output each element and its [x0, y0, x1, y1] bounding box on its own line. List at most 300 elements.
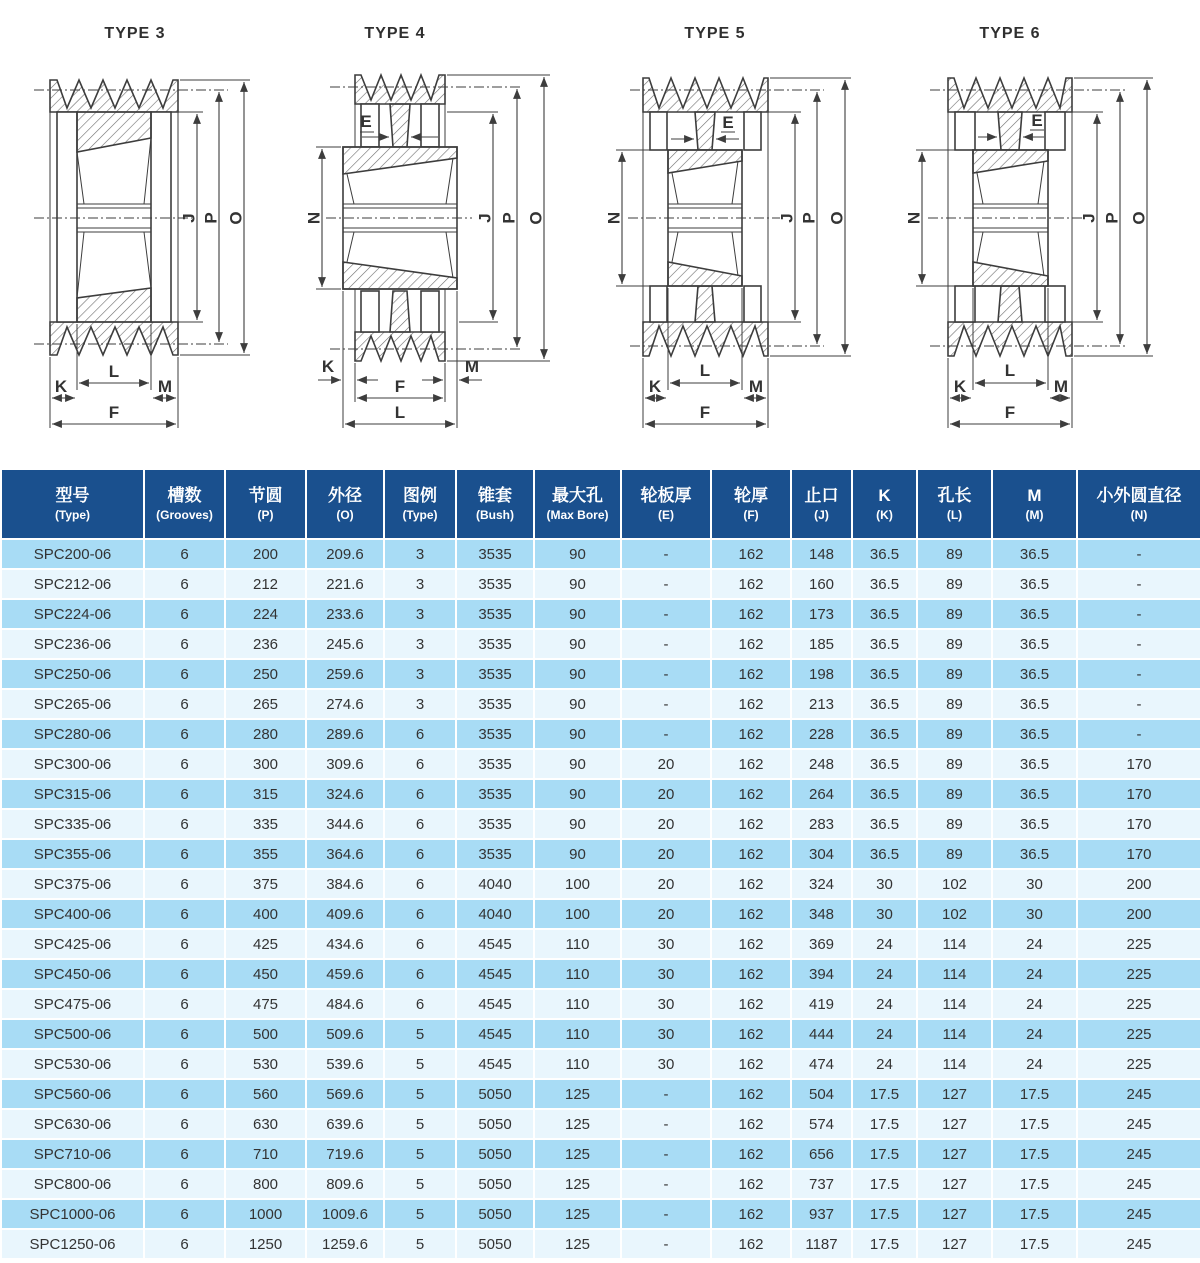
- cell: 224: [225, 599, 306, 629]
- cell: 36.5: [992, 749, 1077, 779]
- cell: 100: [534, 899, 621, 929]
- cell: 200: [1077, 869, 1200, 899]
- cell: 3: [384, 659, 456, 689]
- cell: 24: [992, 959, 1077, 989]
- type-5-title: TYPE 5: [684, 25, 746, 42]
- cell: 170: [1077, 749, 1200, 779]
- cell: 127: [917, 1109, 992, 1139]
- dim-label-k: K: [953, 377, 967, 396]
- cell: 504: [791, 1079, 852, 1109]
- cell: 36.5: [992, 719, 1077, 749]
- cell: 5: [384, 1109, 456, 1139]
- dim-label-o: O: [1129, 211, 1149, 225]
- cell: 162: [711, 1139, 791, 1169]
- cell: SPC375-06: [1, 869, 144, 899]
- cell: 3535: [456, 599, 534, 629]
- cell: 656: [791, 1139, 852, 1169]
- col-header: [456, 469, 534, 539]
- cell: 434.6: [306, 929, 384, 959]
- cell: 5050: [456, 1199, 534, 1229]
- cell: SPC1000-06: [1, 1199, 144, 1229]
- cell: 245: [1077, 1079, 1200, 1109]
- cell: -: [1077, 719, 1200, 749]
- cell: 24: [852, 1049, 917, 1079]
- cell: 110: [534, 1019, 621, 1049]
- dim-label-l: L: [699, 361, 711, 380]
- cell: 236: [225, 629, 306, 659]
- left-arm-lower: [650, 286, 667, 322]
- cell: 245.6: [306, 629, 384, 659]
- cell: 89: [917, 629, 992, 659]
- type-4-drawing: [300, 0, 600, 468]
- table-row: [1, 929, 1200, 959]
- cell: 5: [384, 1199, 456, 1229]
- cell: 4545: [456, 989, 534, 1019]
- cell: 160: [791, 569, 852, 599]
- cell: 90: [534, 809, 621, 839]
- cell: SPC250-06: [1, 659, 144, 689]
- cell: 114: [917, 959, 992, 989]
- drawings-section: [0, 0, 1200, 468]
- cell: 24: [992, 1019, 1077, 1049]
- col-header-zh: M: [1027, 485, 1042, 505]
- col-header: [917, 469, 992, 539]
- cell: SPC355-06: [1, 839, 144, 869]
- cell: -: [621, 1229, 711, 1259]
- col-header-zh: 锥套: [478, 485, 512, 505]
- col-header-en: (Bush): [476, 507, 514, 522]
- col-header-en: (J): [814, 507, 829, 522]
- cell: 4545: [456, 929, 534, 959]
- cell: 36.5: [992, 659, 1077, 689]
- pulley-rim-top: [50, 80, 178, 112]
- cell: 30: [852, 869, 917, 899]
- cell: 500: [225, 1019, 306, 1049]
- cell: 425: [225, 929, 306, 959]
- cell: 245: [1077, 1229, 1200, 1259]
- cell: 6: [384, 989, 456, 1019]
- cell: 250: [225, 659, 306, 689]
- cell: 125: [534, 1169, 621, 1199]
- cell: 475: [225, 989, 306, 1019]
- cell: 6: [144, 899, 225, 929]
- cell: 3535: [456, 809, 534, 839]
- cell: 162: [711, 809, 791, 839]
- cell: SPC450-06: [1, 959, 144, 989]
- pulley-rim-top: [643, 78, 768, 112]
- dim-label-j: J: [179, 213, 199, 223]
- cell: 639.6: [306, 1109, 384, 1139]
- cell: 225: [1077, 959, 1200, 989]
- cell: 539.6: [306, 1049, 384, 1079]
- cell: 102: [917, 899, 992, 929]
- cell: 24: [852, 959, 917, 989]
- col-header-zh: K: [878, 485, 891, 505]
- cell: 89: [917, 569, 992, 599]
- table-row: [1, 899, 1200, 929]
- type-4-title: TYPE 4: [364, 25, 426, 42]
- cell: 5050: [456, 1109, 534, 1139]
- col-header-en: (Type): [54, 507, 91, 522]
- cell: 560: [225, 1079, 306, 1109]
- cell: -: [1077, 689, 1200, 719]
- col-header: [992, 469, 1077, 539]
- cell: 90: [534, 539, 621, 569]
- cell: -: [621, 659, 711, 689]
- type-6-drawing: [900, 0, 1200, 468]
- table-row: [1, 719, 1200, 749]
- lower-web: [77, 288, 151, 322]
- cell: 737: [791, 1169, 852, 1199]
- type-4-svg: [300, 0, 600, 455]
- cell: 4545: [456, 959, 534, 989]
- cell: 1259.6: [306, 1229, 384, 1259]
- cell: 315: [225, 779, 306, 809]
- cell: 162: [711, 599, 791, 629]
- cell: 6: [144, 869, 225, 899]
- dim-label-m: M: [157, 377, 173, 396]
- cell: 110: [534, 959, 621, 989]
- cell: 6: [384, 719, 456, 749]
- witness-lines-left: [916, 150, 971, 286]
- cell: 6: [144, 929, 225, 959]
- cell: 162: [711, 569, 791, 599]
- cell: 369: [791, 929, 852, 959]
- cell: 5: [384, 1229, 456, 1259]
- pulley-rim-top: [948, 78, 1072, 112]
- cell: 162: [711, 749, 791, 779]
- dim-label-p: P: [499, 212, 519, 224]
- cell: 162: [711, 1049, 791, 1079]
- cell: 200: [1077, 899, 1200, 929]
- cell: 162: [711, 719, 791, 749]
- cell: 90: [534, 719, 621, 749]
- cell: 630: [225, 1109, 306, 1139]
- cell: 17.5: [992, 1229, 1077, 1259]
- cell: 6: [144, 839, 225, 869]
- cell: 162: [711, 539, 791, 569]
- dim-label-k: K: [321, 357, 335, 376]
- cell: 280: [225, 719, 306, 749]
- cell: 36.5: [852, 779, 917, 809]
- cell: 17.5: [852, 1079, 917, 1109]
- cell: 24: [992, 989, 1077, 1019]
- cell: 5: [384, 1019, 456, 1049]
- cell: 114: [917, 1049, 992, 1079]
- cell: 170: [1077, 839, 1200, 869]
- dim-label-n: N: [304, 211, 324, 225]
- dim-label-p: P: [799, 212, 819, 224]
- type-3-title: TYPE 3: [104, 25, 166, 42]
- cell: 102: [917, 869, 992, 899]
- cell: 3535: [456, 659, 534, 689]
- table-row: [1, 1079, 1200, 1109]
- cell: 20: [621, 899, 711, 929]
- cell: 36.5: [992, 809, 1077, 839]
- upper-web: [390, 104, 410, 147]
- cell: 36.5: [992, 839, 1077, 869]
- col-header: [384, 469, 456, 539]
- cell: 6: [144, 779, 225, 809]
- cell: 162: [711, 629, 791, 659]
- cell: -: [621, 719, 711, 749]
- dim-label-k: K: [648, 377, 662, 396]
- cell: 1009.6: [306, 1199, 384, 1229]
- table-row: [1, 869, 1200, 899]
- cell: 574: [791, 1109, 852, 1139]
- cell: 90: [534, 749, 621, 779]
- table-row: [1, 1019, 1200, 1049]
- cell: 125: [534, 1199, 621, 1229]
- cell: 509.6: [306, 1019, 384, 1049]
- col-header-en: (E): [658, 507, 674, 522]
- cell: 384.6: [306, 869, 384, 899]
- type-3-drawing: [0, 0, 300, 468]
- cell: 6: [144, 1169, 225, 1199]
- cell: 937: [791, 1199, 852, 1229]
- cell: -: [621, 569, 711, 599]
- cell: 364.6: [306, 839, 384, 869]
- cell: 248: [791, 749, 852, 779]
- cell: 162: [711, 689, 791, 719]
- dim-label-n: N: [604, 211, 624, 225]
- cell: 3535: [456, 779, 534, 809]
- col-header-zh: 止口: [804, 485, 839, 505]
- cell: -: [621, 629, 711, 659]
- type-5-svg: [600, 0, 900, 455]
- cell: SPC530-06: [1, 1049, 144, 1079]
- col-header: [791, 469, 852, 539]
- dim-label-m: M: [748, 377, 764, 396]
- cell: 24: [852, 989, 917, 1019]
- cell: 36.5: [852, 719, 917, 749]
- cell: 173: [791, 599, 852, 629]
- col-header-zh: 孔长: [937, 485, 972, 505]
- dim-label-m: M: [1053, 377, 1069, 396]
- cell: 89: [917, 779, 992, 809]
- cell: 36.5: [992, 689, 1077, 719]
- cell: 264: [791, 779, 852, 809]
- cell: 36.5: [852, 629, 917, 659]
- cell: 3535: [456, 689, 534, 719]
- right-arm: [1045, 112, 1065, 150]
- col-header-zh: 最大孔: [552, 485, 603, 505]
- cell: 162: [711, 929, 791, 959]
- cell: 5: [384, 1139, 456, 1169]
- col-header-en: (Grooves): [156, 507, 213, 522]
- cell: 36.5: [992, 599, 1077, 629]
- cell: 36.5: [852, 809, 917, 839]
- pulley-rim-bottom: [948, 322, 1072, 356]
- cell: 90: [534, 569, 621, 599]
- dim-label-f: F: [1004, 403, 1016, 422]
- cell: 6: [144, 1019, 225, 1049]
- cell: 162: [711, 1199, 791, 1229]
- cell: 4545: [456, 1019, 534, 1049]
- cell: 148: [791, 539, 852, 569]
- cell: 245: [1077, 1139, 1200, 1169]
- cell: 209.6: [306, 539, 384, 569]
- pulley-rim-top: [355, 75, 445, 104]
- cell: 89: [917, 539, 992, 569]
- table-row: [1, 809, 1200, 839]
- cell: 335: [225, 809, 306, 839]
- cell: 1187: [791, 1229, 852, 1259]
- cell: SPC212-06: [1, 569, 144, 599]
- cell: 36.5: [852, 569, 917, 599]
- cell: 6: [144, 1079, 225, 1109]
- cell: -: [621, 539, 711, 569]
- cell: 89: [917, 839, 992, 869]
- cell: 17.5: [852, 1109, 917, 1139]
- cell: 17.5: [852, 1139, 917, 1169]
- cell: 289.6: [306, 719, 384, 749]
- cell: 20: [621, 809, 711, 839]
- cell: 225: [1077, 929, 1200, 959]
- cell: 6: [144, 989, 225, 1019]
- cell: 170: [1077, 779, 1200, 809]
- cell: SPC1250-06: [1, 1229, 144, 1259]
- cell: 300: [225, 749, 306, 779]
- cell: 162: [711, 1109, 791, 1139]
- type-5-drawing: [600, 0, 900, 468]
- cell: 228: [791, 719, 852, 749]
- right-arm-lower: [421, 291, 439, 332]
- cell: 36.5: [992, 779, 1077, 809]
- cell: 114: [917, 929, 992, 959]
- cell: 36.5: [992, 539, 1077, 569]
- cell: 6: [144, 1229, 225, 1259]
- left-arm: [650, 112, 667, 150]
- cell: 5050: [456, 1229, 534, 1259]
- col-header: [711, 469, 791, 539]
- cell: 127: [917, 1079, 992, 1109]
- col-header: [621, 469, 711, 539]
- cell: 212: [225, 569, 306, 599]
- table-row: [1, 1109, 1200, 1139]
- cell: 6: [384, 809, 456, 839]
- cell: 348: [791, 899, 852, 929]
- cell: 36.5: [852, 659, 917, 689]
- cell: 110: [534, 929, 621, 959]
- col-header-en: (L): [946, 507, 963, 522]
- cell: 6: [384, 899, 456, 929]
- col-header-zh: 小外圆直径: [1096, 485, 1182, 505]
- dim-label-n: N: [904, 211, 924, 225]
- cell: 114: [917, 1019, 992, 1049]
- pulley-rim-bottom: [50, 322, 178, 355]
- cell: 274.6: [306, 689, 384, 719]
- cell: 283: [791, 809, 852, 839]
- cell: -: [621, 599, 711, 629]
- cell: 6: [144, 719, 225, 749]
- dim-label-f: F: [394, 377, 406, 396]
- dim-label-l: L: [108, 362, 120, 381]
- col-header: [534, 469, 621, 539]
- cell: -: [621, 1199, 711, 1229]
- cell: 36.5: [992, 569, 1077, 599]
- cell: SPC400-06: [1, 899, 144, 929]
- spec-table: [0, 468, 1200, 1260]
- cell: 4040: [456, 869, 534, 899]
- table-row: [1, 1229, 1200, 1259]
- cell: 400: [225, 899, 306, 929]
- table-row: [1, 779, 1200, 809]
- col-header-zh: 槽数: [167, 485, 202, 505]
- cell: 233.6: [306, 599, 384, 629]
- cell: -: [621, 1169, 711, 1199]
- dim-label-o: O: [827, 211, 847, 225]
- left-arm-lower: [361, 291, 379, 332]
- cell: 20: [621, 839, 711, 869]
- cell: 6: [144, 809, 225, 839]
- table-row: [1, 749, 1200, 779]
- cell: 127: [917, 1229, 992, 1259]
- table-row: [1, 569, 1200, 599]
- cell: 3: [384, 599, 456, 629]
- cell: 125: [534, 1139, 621, 1169]
- cell: 444: [791, 1019, 852, 1049]
- cell: 309.6: [306, 749, 384, 779]
- dim-label-p: P: [201, 212, 221, 224]
- lower-web: [695, 286, 715, 322]
- type-3-svg: [0, 0, 300, 455]
- cell: 17.5: [992, 1139, 1077, 1169]
- cell: 6: [144, 539, 225, 569]
- cell: 162: [711, 779, 791, 809]
- cell: 3: [384, 629, 456, 659]
- cell: -: [1077, 629, 1200, 659]
- cell: SPC265-06: [1, 689, 144, 719]
- cell: 6: [144, 599, 225, 629]
- col-header-zh: 节圆: [248, 485, 283, 505]
- cell: 409.6: [306, 899, 384, 929]
- cell: 4040: [456, 899, 534, 929]
- cell: 1250: [225, 1229, 306, 1259]
- cell: 259.6: [306, 659, 384, 689]
- cell: 530: [225, 1049, 306, 1079]
- cell: 162: [711, 989, 791, 1019]
- cell: 36.5: [852, 689, 917, 719]
- cell: 17.5: [852, 1229, 917, 1259]
- cell: -: [1077, 569, 1200, 599]
- cell: -: [1077, 599, 1200, 629]
- cell: SPC500-06: [1, 1019, 144, 1049]
- dim-label-j: J: [475, 213, 495, 223]
- table-row: [1, 959, 1200, 989]
- col-header-zh: 外径: [328, 485, 362, 505]
- type-6-svg: [900, 0, 1200, 455]
- cell: 90: [534, 779, 621, 809]
- cell: 30: [621, 1049, 711, 1079]
- dim-label-k: K: [54, 377, 68, 396]
- cell: 3535: [456, 539, 534, 569]
- cell: 3535: [456, 839, 534, 869]
- cell: 90: [534, 659, 621, 689]
- cell: 90: [534, 629, 621, 659]
- table-row: [1, 659, 1200, 689]
- cell: SPC280-06: [1, 719, 144, 749]
- type-6-title: TYPE 6: [979, 25, 1041, 42]
- cell: 6: [144, 689, 225, 719]
- right-arm: [421, 104, 439, 147]
- table-row: [1, 1199, 1200, 1229]
- upper-web: [77, 112, 151, 152]
- cell: 89: [917, 809, 992, 839]
- cell: 36.5: [852, 539, 917, 569]
- cell: 6: [144, 1199, 225, 1229]
- cell: 162: [711, 1169, 791, 1199]
